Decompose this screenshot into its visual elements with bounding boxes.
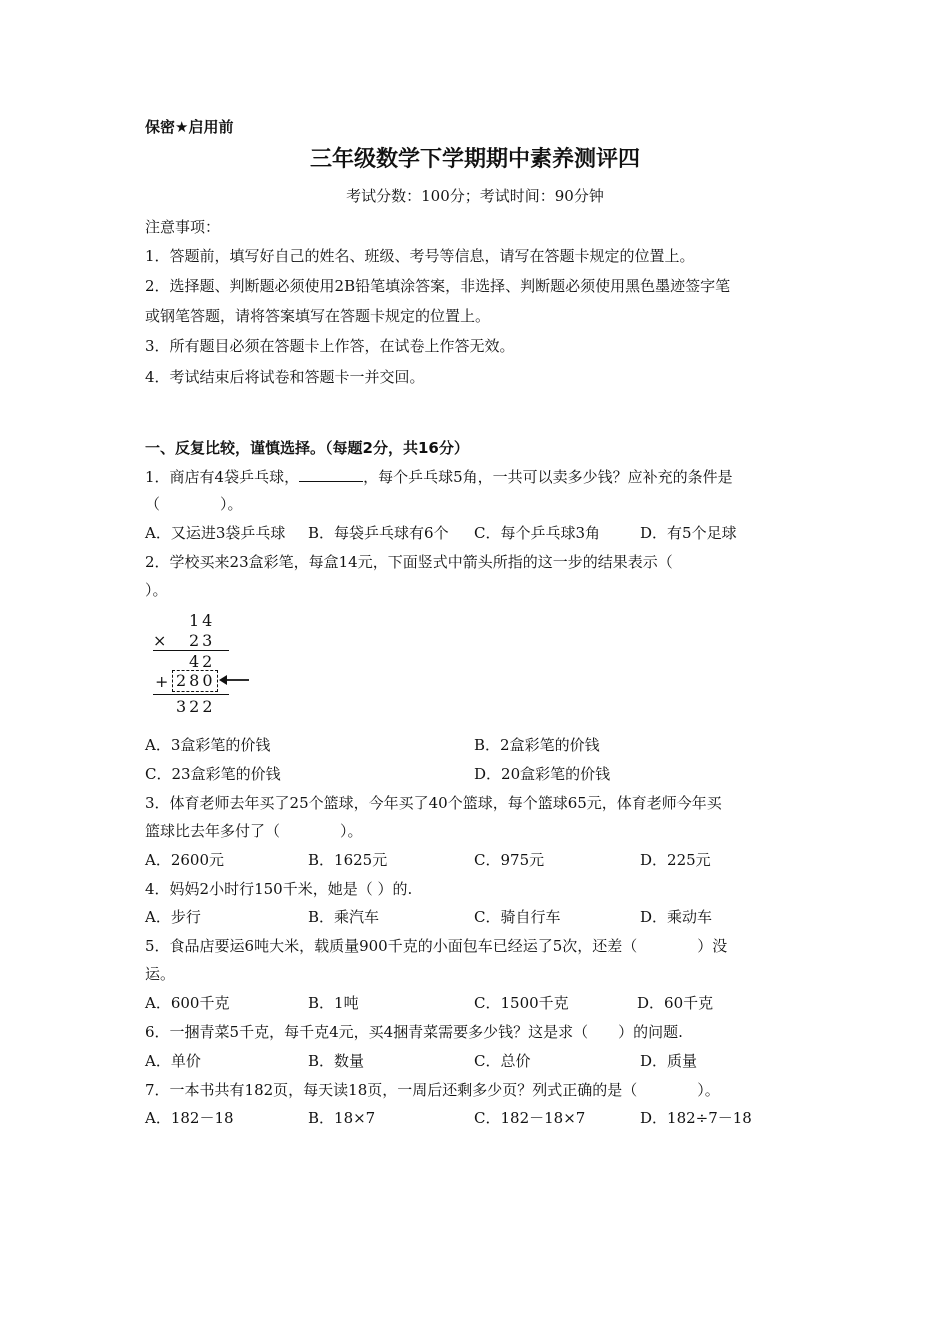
q7-option-b: B．18×7 — [308, 1109, 376, 1127]
note-item: 2．选择题、判断题必须使用2B铅笔填涂答案，非选择、判断题必须使用黑色墨迹签字笔 — [145, 277, 731, 295]
q6-option-b: B．数量 — [308, 1052, 365, 1070]
q3-option-d: D．225元 — [640, 851, 711, 869]
question-5-cont: 运。 — [145, 965, 176, 983]
q4-option-c: C．骑自行车 — [474, 908, 561, 926]
calc-multiplicand: 14 — [189, 611, 216, 630]
section-heading: 一、反复比较，谨慎选择。（每题2分，共16分） — [145, 439, 469, 457]
notes-heading: 注意事项： — [145, 218, 221, 236]
q2-option-d: D．20盒彩笔的价钱 — [474, 765, 611, 783]
q2-option-a: A．3盒彩笔的价钱 — [145, 736, 271, 754]
plus-sign: + — [155, 672, 169, 691]
q4-option-b: B．乘汽车 — [308, 908, 380, 926]
calc-partial-product-1: 42 — [189, 652, 216, 671]
q5-option-d: D．60千克 — [637, 994, 714, 1012]
q7-option-d: D．182÷7－18 — [640, 1109, 752, 1127]
note-item: 3．所有题目必须在答题卡上作答，在试卷上作答无效。 — [145, 337, 515, 355]
q5-option-c: C．1500千克 — [474, 994, 569, 1012]
calc-partial-product-2: 280 — [176, 671, 216, 690]
question-2: 2．学校买来23盒彩笔，每盒14元，下面竖式中箭头所指的这一步的结果表示（ — [145, 553, 673, 571]
q5-option-b: B．1吨 — [308, 994, 359, 1012]
times-sign: × — [153, 631, 167, 650]
question-3: 3．体育老师去年买了25个篮球，今年买了40个篮球，每个篮球65元，体育老师今年买 — [145, 794, 722, 812]
question-1-cont: （ ）。 — [145, 495, 243, 513]
q4-option-a: A．步行 — [145, 908, 201, 926]
q7-option-a: A．182－18 — [145, 1109, 234, 1127]
calc-result: 322 — [176, 697, 216, 716]
page-title: 三年级数学下学期期中素养测评四 — [309, 147, 640, 172]
q6-option-d: D．质量 — [640, 1052, 698, 1070]
note-item: 或钢笔答题，请将答案填写在答题卡规定的位置上。 — [145, 307, 491, 325]
answer-blank — [299, 467, 363, 482]
question-4: 4．妈妈2小时行150千米，她是（ ）的. — [145, 880, 413, 898]
q2-option-b: B．2盒彩笔的价钱 — [474, 736, 600, 754]
q7-option-c: C．182－18×7 — [474, 1109, 586, 1127]
calc-multiplier: 23 — [189, 631, 216, 650]
question-text: 1．商店有4袋乒乓球， — [145, 468, 300, 486]
arrow-left-icon — [217, 672, 251, 688]
q1-option-b: B．每袋乒乓球有6个 — [308, 524, 449, 542]
secret-label: 保密★启用前 — [145, 118, 234, 136]
vertical-multiplication — [145, 608, 275, 728]
q6-option-a: A．单价 — [145, 1052, 201, 1070]
q3-option-c: C．975元 — [474, 851, 545, 869]
q6-option-c: C．总价 — [474, 1052, 531, 1070]
q1-option-a: A．又运进3袋乒乓球 — [145, 524, 286, 542]
q5-option-a: A．600千克 — [145, 994, 230, 1012]
question-2-cont: ）。 — [145, 581, 168, 599]
q1-option-c: C．每个乒乓球3角 — [474, 524, 601, 542]
q2-option-c: C．23盒彩笔的价钱 — [145, 765, 281, 783]
note-item: 1．答题前，填写好自己的姓名、班级、考号等信息，请写在答题卡规定的位置上。 — [145, 247, 695, 265]
q1-option-d: D．有5个足球 — [640, 524, 737, 542]
q3-option-b: B．1625元 — [308, 851, 388, 869]
question-3-cont: 篮球比去年多付了（ ）。 — [145, 822, 363, 840]
exam-info: 考试分数：100分；考试时间：90分钟 — [346, 187, 604, 205]
question-5: 5．食品店要运6吨大米，载质量900千克的小面包车已经运了5次，还差（ ）没 — [145, 937, 728, 955]
calc-rule — [153, 694, 229, 695]
question-text: ，每个乒乓球5角，一共可以卖多少钱？应补充的条件是 — [363, 468, 733, 486]
note-item: 4．考试结束后将试卷和答题卡一并交回。 — [145, 368, 425, 386]
question-1 — [145, 467, 733, 487]
q4-option-d: D．乘动车 — [640, 908, 713, 926]
question-7: 7．一本书共有182页，每天读18页，一周后还剩多少页？列式正确的是（ ）。 — [145, 1081, 720, 1099]
calc-rule — [153, 650, 229, 651]
question-6: 6．一捆青菜5千克，每千克4元，买4捆青菜需要多少钱？这是求（ ）的问题. — [145, 1023, 683, 1041]
q3-option-a: A．2600元 — [145, 851, 225, 869]
